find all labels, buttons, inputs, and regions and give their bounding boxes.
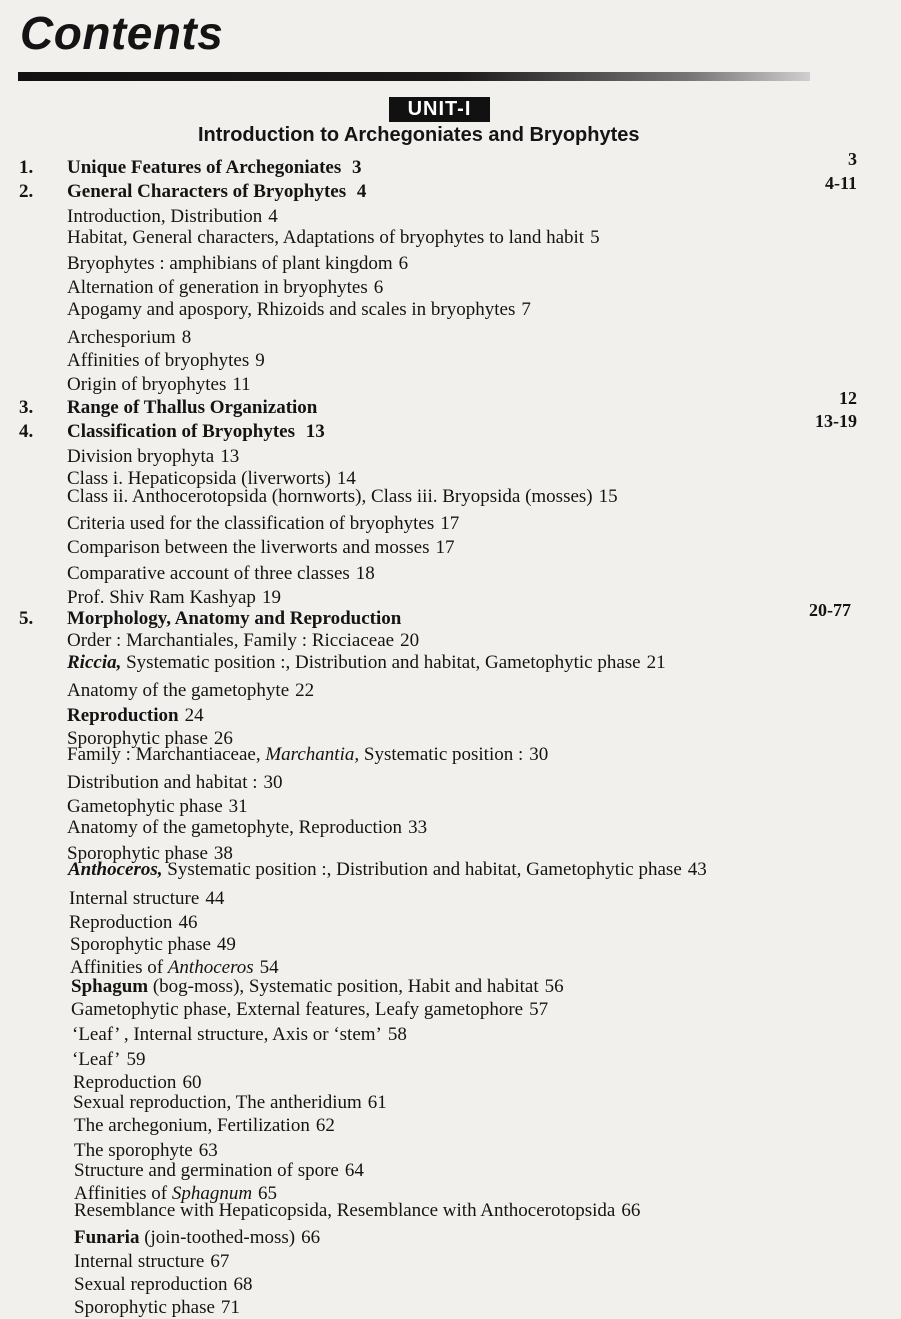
chapter-1-range: 3	[848, 149, 857, 169]
toc-entry[interactable]: Sporophytic phase 26	[67, 728, 233, 749]
toc-entry[interactable]: Gametophytic phase, External features, Leafy gametophore 57	[71, 999, 549, 1020]
toc-entry[interactable]: Resemblance with Hepaticopsida, Resemblance with Anthocerotopsida 66	[74, 1200, 641, 1221]
chapter-number: 4.	[19, 421, 34, 442]
chapter-title: Range of Thallus Organization	[67, 397, 318, 418]
chapter-number: 2.	[19, 181, 34, 202]
toc-entry[interactable]: Affinities of Anthoceros 54	[70, 957, 279, 978]
chapter-3-range: 12	[839, 388, 857, 408]
chapter-title: General Characters of Bryophytes	[67, 181, 347, 202]
toc-entry[interactable]: Apogamy and apospory, Rhizoids and scales in bryophytes 7	[67, 299, 531, 320]
toc-entry[interactable]: Riccia, Systematic position :, Distribution and habitat, Gametophytic phase 21	[67, 652, 666, 673]
chapter-title: Unique Features of Archegoniates	[67, 157, 342, 178]
toc-entry[interactable]: The sporophyte 63	[74, 1140, 218, 1161]
toc-entry[interactable]: The archegonium, Fertilization 62	[74, 1115, 335, 1136]
toc-entry[interactable]: Structure and germination of spore 64	[74, 1160, 364, 1181]
chapter-4-range: 13-19	[815, 411, 857, 431]
toc-entry[interactable]: Distribution and habitat : 30	[67, 772, 283, 793]
toc-entry[interactable]: Affinities of bryophytes 9	[67, 350, 265, 371]
toc-entry[interactable]: Division bryophyta 13	[67, 446, 240, 467]
toc-entry[interactable]: Family : Marchantiaceae, Marchantia, Systematic position : 30	[67, 744, 549, 765]
page-title: Contents	[20, 7, 224, 59]
chapter-title: Classification of Bryophytes	[67, 421, 295, 442]
chapter-title: Morphology, Anatomy and Reproduction	[67, 608, 402, 629]
toc-entry[interactable]: Sporophytic phase 38	[67, 843, 233, 864]
chapter-number: 1.	[19, 157, 34, 178]
toc-entry[interactable]: Sporophytic phase 49	[70, 934, 236, 955]
toc-entry[interactable]: Archesporium 8	[67, 327, 192, 348]
chapter-5[interactable]	[19, 608, 402, 630]
toc-entry[interactable]: Internal structure 67	[74, 1251, 230, 1272]
title-rule	[18, 72, 810, 81]
chapter-2-range: 4-11	[824, 173, 857, 193]
toc-entry[interactable]: Comparative account of three classes 18	[67, 563, 375, 584]
page-ref: 13	[305, 421, 325, 442]
toc-entry[interactable]: Prof. Shiv Ram Kashyap 19	[67, 587, 281, 608]
toc-entry[interactable]: Reproduction 24	[67, 705, 204, 726]
toc-entry[interactable]: Comparison between the liverworts and mosses 17	[67, 537, 455, 558]
toc-entry[interactable]: Anatomy of the gametophyte, Reproduction 33	[67, 817, 428, 838]
toc-entry[interactable]: Alternation of generation in bryophytes 6	[67, 277, 384, 298]
toc-entry[interactable]: Criteria used for the classification of bryophytes 17	[67, 513, 460, 534]
toc-entry[interactable]: Sporophytic phase 71	[74, 1297, 240, 1318]
toc-entry[interactable]: ‘Leaf’ 59	[72, 1049, 146, 1070]
toc-entry[interactable]: Origin of bryophytes 11	[67, 374, 251, 395]
toc-entry[interactable]: Gametophytic phase 31	[67, 796, 248, 817]
toc-entry[interactable]: Anthoceros, Systematic position :, Distribution and habitat, Gametophytic phase 43	[68, 859, 707, 880]
toc-entry[interactable]: Class ii. Anthocerotopsida (hornworts), Class iii. Bryopsida (mosses) 15	[67, 486, 618, 507]
toc-entry[interactable]: Sphagum (bog-moss), Systematic position, Habit and habitat 56	[71, 976, 564, 997]
chapter-1[interactable]	[19, 157, 362, 179]
chapter-2[interactable]	[19, 181, 367, 203]
chapter-5-range: 20-77	[809, 600, 851, 620]
unit-badge: UNIT-I	[389, 97, 490, 122]
chapter-3[interactable]	[19, 397, 318, 419]
toc-entry[interactable]: Reproduction 46	[69, 912, 198, 933]
toc-entry[interactable]: ‘Leaf’ , Internal structure, Axis or ‘stem’ 58	[72, 1024, 407, 1045]
toc-entry[interactable]: Order : Marchantiales, Family : Ricciaceae 20	[67, 630, 420, 651]
page-ref: 3	[352, 157, 362, 178]
chapter-number: 5.	[19, 608, 34, 629]
toc-entry[interactable]: Class i. Hepaticopsida (liverworts) 14	[67, 468, 356, 489]
toc-entry[interactable]: Bryophytes : amphibians of plant kingdom 6	[67, 253, 409, 274]
page-ref: 4	[356, 181, 367, 202]
toc-entry[interactable]: Affinities of Sphagnum 65	[74, 1183, 278, 1204]
chapter-4[interactable]	[19, 421, 325, 443]
toc-entry[interactable]: Funaria (join-toothed-moss) 66	[74, 1227, 321, 1248]
toc-entry[interactable]: Sexual reproduction, The antheridium 61	[73, 1092, 387, 1113]
toc-entry[interactable]: Anatomy of the gametophyte 22	[67, 680, 315, 701]
chapter-number: 3.	[19, 397, 34, 418]
toc-entry[interactable]: Reproduction 60	[73, 1072, 202, 1093]
unit-title: Introduction to Archegoniates and Bryophytes	[198, 124, 640, 146]
toc-entry[interactable]: Sexual reproduction 68	[74, 1274, 253, 1295]
toc-entry[interactable]: Internal structure 44	[69, 888, 225, 909]
toc-entry[interactable]: Habitat, General characters, Adaptations of bryophytes to land habit 5	[67, 227, 600, 248]
toc-entry[interactable]: Introduction, Distribution 4	[67, 206, 278, 227]
